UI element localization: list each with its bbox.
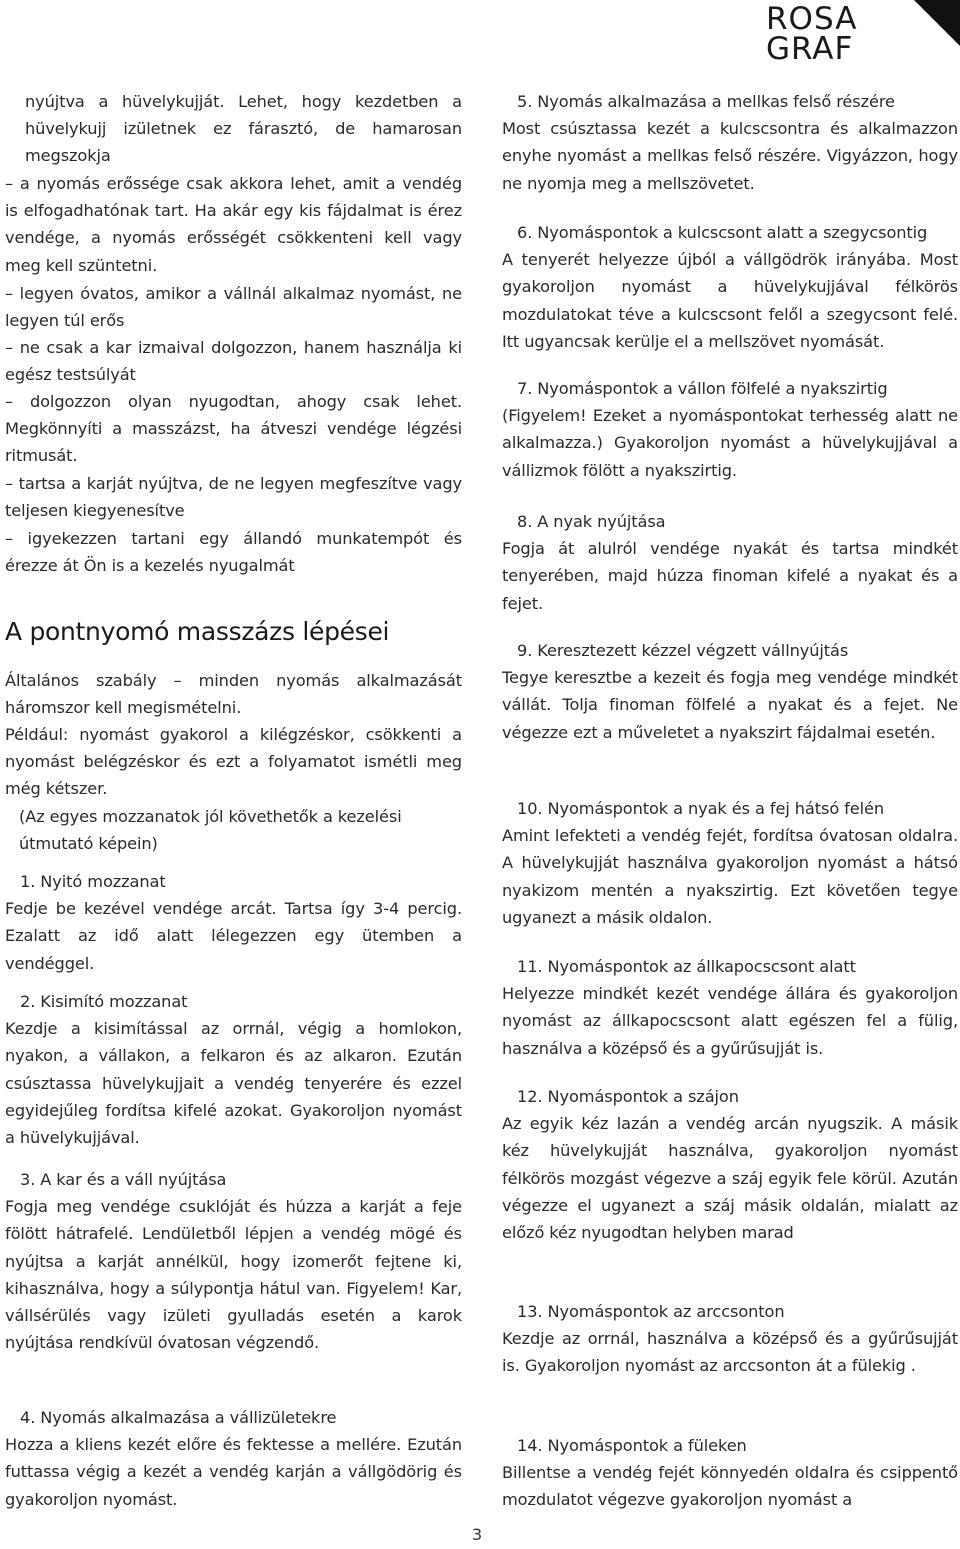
step-14	[502, 1432, 958, 1514]
section-heading: A pontnyomó masszázs lépései	[5, 617, 390, 646]
step-11	[502, 953, 958, 1062]
corner-mark	[914, 0, 960, 46]
step-body: Billentse a vendég fejét könnyedén oldalra és csippentő mozdulatot végezve gyakoroljon nyomást a	[502, 1463, 958, 1510]
step-title: 3. A kar és a váll nyújtása	[20, 1170, 227, 1189]
step-title: 6. Nyomáspontok a kulcscsont alatt a szegycsontig	[517, 223, 928, 242]
step-title: 14. Nyomáspontok a füleken	[517, 1436, 747, 1455]
step-title: 13. Nyomáspontok az arccsonton	[517, 1302, 785, 1321]
tip-bodyweight: – ne csak a kar izmaival dolgozzon, hanem használja ki egész testsúlyát	[5, 338, 462, 385]
step-body: Kezdje az orrnál, használva a középső és a gyűrűsujját is. Gyakoroljon nyomást az arccsonton át a fülekig .	[502, 1329, 958, 1376]
step-body: Fedje be kezével vendége arcát. Tartsa így 3-4 percig. Ezalatt az idő alatt lélegezzen egy ütemben a vendéggel.	[5, 899, 462, 973]
step-8	[502, 508, 958, 617]
logo-line-1: ROSA	[766, 1, 858, 37]
step-4	[5, 1404, 462, 1513]
step-title: 2. Kisimító mozzanat	[20, 992, 188, 1011]
tip-shoulder: – legyen óvatos, amikor a vállnál alkalmaz nyomást, ne legyen túl erős	[5, 284, 462, 331]
step-title: 5. Nyomás alkalmazása a mellkas felső részére	[517, 92, 895, 111]
step-2	[5, 988, 462, 1151]
tip-calm: – dolgozzon olyan nyugodtan, ahogy csak lehet. Megkönnyíti a masszázst, ha átveszi vendége légzési ritmusát.	[5, 392, 462, 466]
step-3	[5, 1166, 462, 1356]
step-9	[502, 637, 958, 746]
tip-tempo: – igyekezzen tartani egy állandó munkatempót és érezze át Ön is a kezelés nyugalmát	[5, 529, 462, 576]
step-10	[502, 795, 958, 931]
tip-arm: – tartsa a karját nyújtva, de ne legyen megfeszítve vagy teljesen kiegyenesítve	[5, 474, 462, 521]
step-5	[502, 88, 958, 197]
step-body: Helyezze mindkét kezét vendége állára és gyakoroljon nyomást az állkapocscsont alatt egészen fel a fülig, használva a középső és a gyűrűsujját is.	[502, 984, 958, 1058]
step-1	[5, 868, 462, 977]
note-text: (Az egyes mozzanatok jól követhetők a kezelési útmutató képein)	[19, 807, 402, 854]
step-title: 1. Nyitó mozzanat	[20, 872, 166, 891]
step-body: Fogja meg vendége csuklóját és húzza a karját a feje fölött hátrafelé. Lendületből lépjen a vendég mögé és nyújtsa a karját annélkül, hogy izomerőt fejtene ki, kihasználva, hogy a súlypontja hátul van. Figyelem! Kar, vállsérülés vagy izületi gyulladás esetén a karok nyújtása rendkívül óvatosan végzendő.	[5, 1197, 462, 1353]
step-13	[502, 1298, 958, 1380]
logo-line-2: GRAF	[766, 31, 854, 67]
step-body: Amint lefekteti a vendég fejét, fordítsa óvatosan oldalra. A hüvelykujját használva gyakoroljon nyomást a hátsó nyakizom mentén a nyakszirtig. Ezt követően tegye ugyanezt a másik oldalon.	[502, 826, 958, 927]
page-number: 3	[472, 1525, 483, 1544]
rosa-graf-logo	[766, 1, 866, 67]
step-title: 7. Nyomáspontok a vállon fölfelé a nyakszirtig	[517, 379, 888, 398]
step-body: Fogja át alulról vendége nyakát és tartsa mindkét tenyerében, majd húzza finoman kifelé a nyakat és a fejet.	[502, 539, 958, 613]
intro-paragraph: nyújtva a hüvelykujját. Lehet, hogy kezdetben a hüvelykujj izületnek ez fárasztó, de hamarosan megszokja	[25, 92, 462, 166]
step-body: Kezdje a kisimítással az orrnál, végig a homlokon, nyakon, a vállakon, a felkaron és az alkaron. Ezután csúsztassa hüvelykujjait a vendég tenyerére és ezzel egyidejűleg fordítsa kifelé azokat. Gyakoroljon nyomást a hüvelykujjával.	[5, 1019, 462, 1148]
example-text: Például: nyomást gyakorol a kilégzéskor, csökkenti a nyomást belégzéskor és ezt a folyamatot ismétli meg még kétszer.	[5, 725, 462, 799]
step-7	[502, 375, 958, 484]
step-body: A tenyerét helyezze újból a vállgödrök irányába. Most gyakoroljon nyomást a hüvelykujjával félkörös mozdulatokat téve a kulcscsont felől a szegycsont felé. Itt ugyancsak kerülje el a mellszövet nyomását.	[502, 250, 958, 351]
step-body: Az egyik kéz lazán a vendég arcán nyugszik. A másik kéz hüvelykujját használva, gyakoroljon nyomást félkörös mozgást végezve a száj egyik fele körül. Azután végezze el ugyanezt a száj másik oldalán, mialatt az előző kéz nyugodtan helyben marad	[502, 1114, 958, 1243]
step-title: 11. Nyomáspontok az állkapocscsont alatt	[517, 957, 856, 976]
step-body: Most csúsztassa kezét a kulcscsontra és alkalmazzon enyhe nyomást a mellkas felső részére. Vigyázzon, hogy ne nyomja meg a mellszövetet.	[502, 119, 958, 193]
tip-pressure: – a nyomás erőssége csak akkora lehet, amit a vendég is elfogadhatónak tart. Ha akár egy kis fájdalmat is érez vendége, a nyomás erősségét csökkenteni kell vagy meg kell szüntetni.	[5, 174, 462, 275]
step-title: 12. Nyomáspontok a szájon	[517, 1087, 739, 1106]
step-title: 10. Nyomáspontok a nyak és a fej hátsó felén	[517, 799, 885, 818]
step-body: Tegye keresztbe a kezeit és fogja meg vendége mindkét vállát. Tolja finoman fölfelé a nyakat és a fejet. Ne végezze ezt a műveletet a nyakszirt fájdalmai esetén.	[502, 668, 958, 742]
step-6	[502, 219, 958, 355]
general-rule: Általános szabály – minden nyomás alkalmazását háromszor kell megismételni.	[5, 671, 462, 718]
step-body: (Figyelem! Ezeket a nyomáspontokat terhesség alatt ne alkalmazza.) Gyakoroljon nyomást a hüvelykujjával a vállizmok fölött a nyakszirtig.	[502, 406, 958, 480]
step-title: 4. Nyomás alkalmazása a vállizületekre	[20, 1408, 337, 1427]
step-12	[502, 1083, 958, 1246]
step-title: 8. A nyak nyújtása	[517, 512, 666, 531]
step-title: 9. Keresztezett kézzel végzett vállnyújtás	[517, 641, 849, 660]
step-body: Hozza a kliens kezét előre és fektesse a mellére. Ezután futtassa végig a kezét a vendég karján a vállgödörig és gyakoroljon nyomást.	[5, 1435, 462, 1509]
